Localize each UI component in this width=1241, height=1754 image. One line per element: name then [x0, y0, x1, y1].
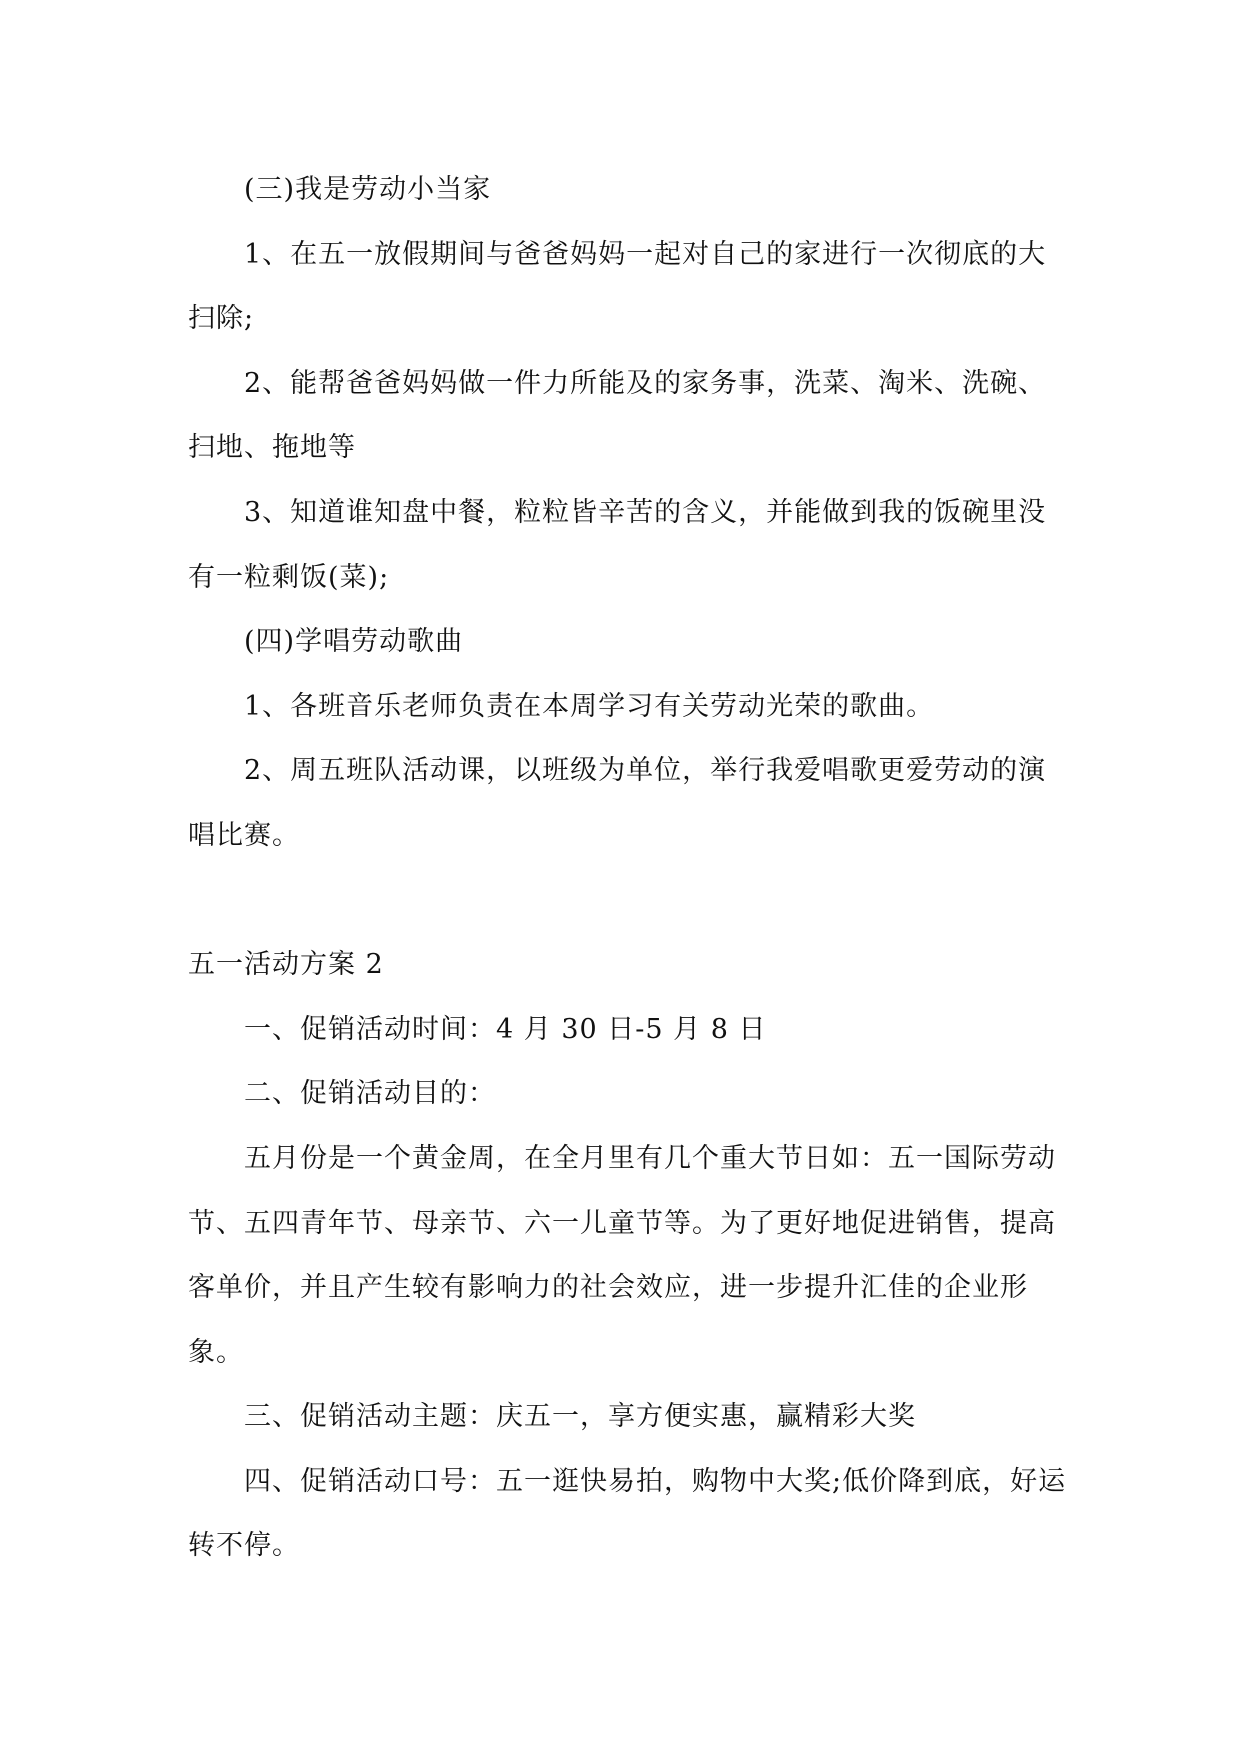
- list-item: 3、知道谁知盘中餐，粒粒皆辛苦的含义，并能做到我的饭碗里没有一粒剩饭(菜);: [188, 496, 1047, 593]
- section-gap: [188, 869, 1068, 934]
- promotion-theme: 三、促销活动主题：庆五一，享方便实惠，赢精彩大奖: [244, 1401, 916, 1433]
- promotion-purpose-text: 五月份是一个黄金周，在全月里有几个重大节日如：五一国际劳动节、五四青年节、母亲节、六一儿童节等。为了更好地促进销售，提高客单价，并且产生较有影响力的社会效应，进一步提升汇佳的企业形象。: [188, 1142, 1056, 1368]
- promotion-purpose-heading: 二、促销活动目的：: [244, 1078, 496, 1110]
- promotion-slogan: 四、促销活动口号：五一逛快易拍，购物中大奖;低价降到底，好运转不停。: [188, 1465, 1067, 1562]
- document-subtitle: 五一活动方案 2: [188, 949, 384, 981]
- section-heading-labor-housekeeper: (三)我是劳动小当家: [244, 174, 492, 205]
- list-item: 1、各班音乐老师负责在本周学习有关劳动光荣的歌曲。: [244, 690, 935, 722]
- list-item: 1、在五一放假期间与爸爸妈妈一起对自己的家进行一次彻底的大扫除;: [188, 238, 1047, 335]
- list-item: 2、周五班队活动课，以班级为单位，举行我爱唱歌更爱劳动的演唱比赛。: [188, 755, 1047, 851]
- list-item: 2、能帮爸爸妈妈做一件力所能及的家务事，洗菜、淘米、洗碗、扫地、拖地等: [188, 367, 1047, 464]
- document-body: [188, 158, 1068, 1579]
- section-heading-labor-songs: (四)学唱劳动歌曲: [244, 626, 464, 658]
- promotion-time: 一、促销活动时间：4 月 30 日-5 月 8 日: [244, 1013, 767, 1045]
